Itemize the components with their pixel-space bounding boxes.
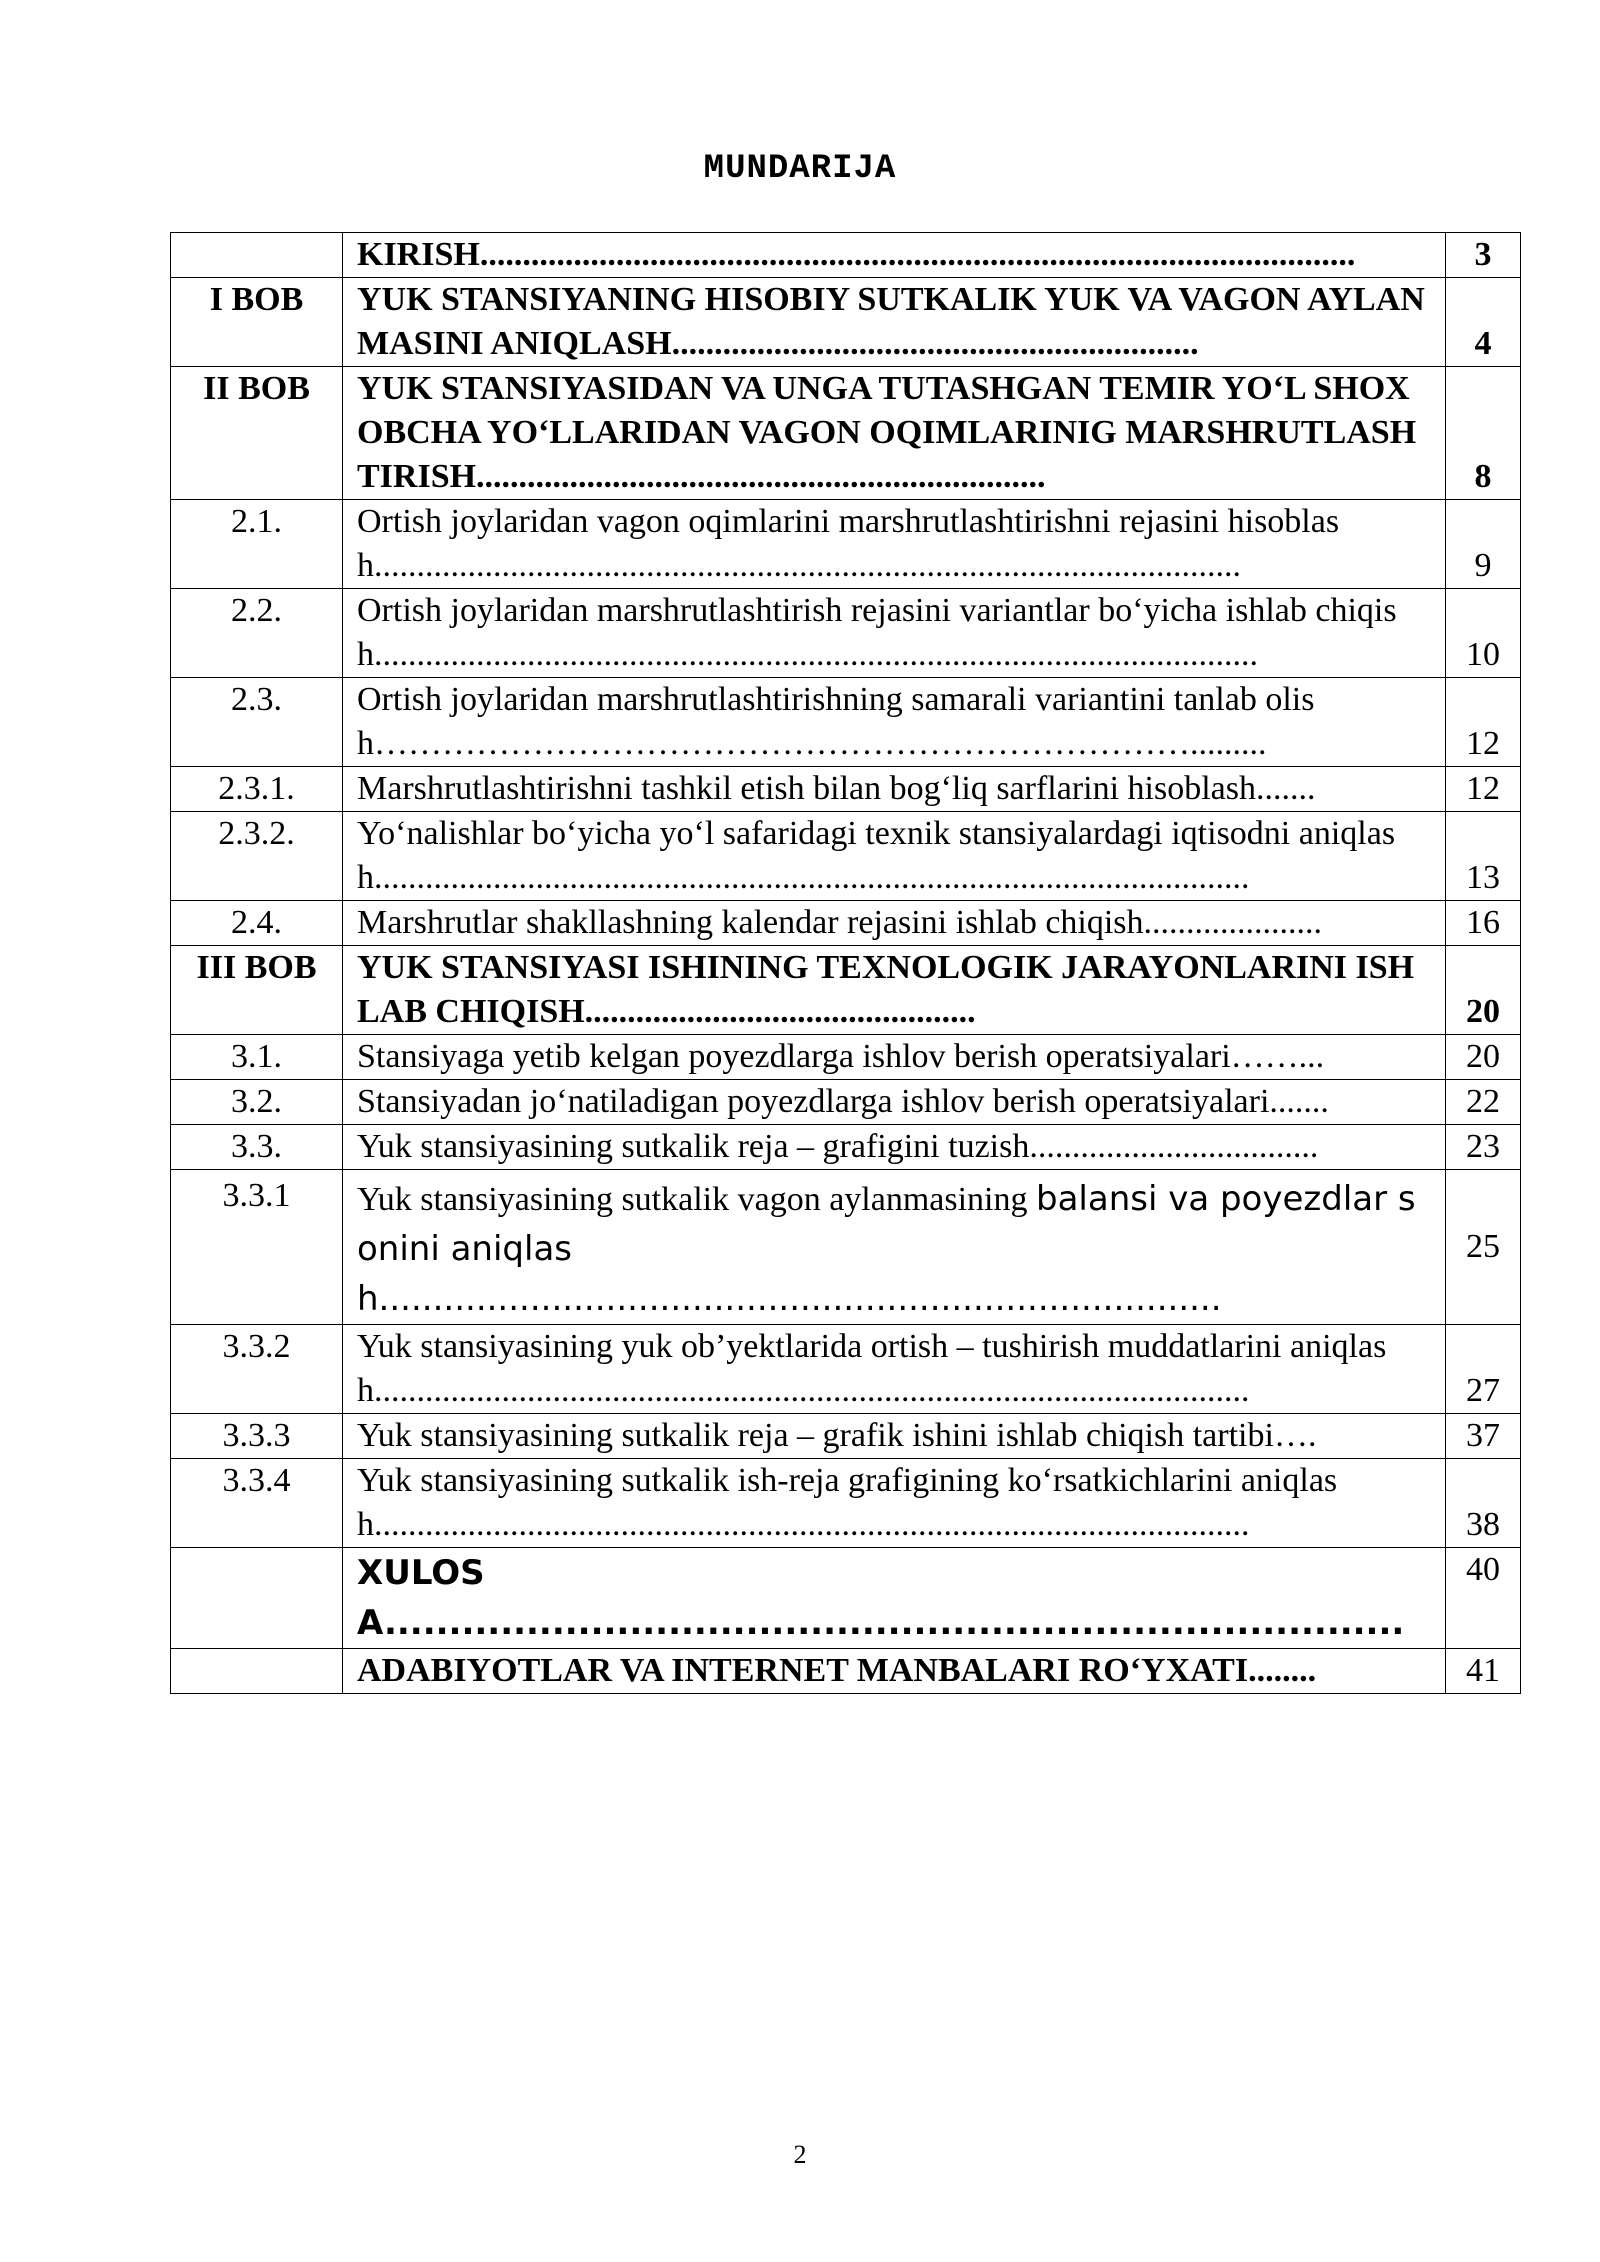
- page-title: MUNDARIJA: [703, 150, 897, 188]
- toc-row-number: 3.2.: [171, 1080, 343, 1125]
- toc-row-page: 27: [1446, 1325, 1521, 1414]
- toc-row-page: 20: [1446, 946, 1521, 1035]
- toc-row-title: YUK STANSIYANING HISOBIY SUTKALIK YUK VA VAGON AYLANMASINI ANIQLASH..............................................................: [343, 278, 1446, 367]
- toc-row-page: 8: [1446, 367, 1521, 500]
- toc-row-number: 3.1.: [171, 1035, 343, 1080]
- toc-row-title-part-a: Yuk stansiyasining sutkalik vagon aylanmasining: [357, 1181, 1036, 1218]
- toc-row-chapter-1: [171, 278, 1521, 367]
- toc-row-title: Ortish joylaridan vagon oqimlarini marshrutlashtirishni rejasini hisoblash......................................................................................................: [343, 500, 1446, 589]
- toc-row-3-1: [171, 1035, 1521, 1080]
- table-of-contents: [170, 232, 1521, 1694]
- toc-row-title: Marshrutlashtirishni tashkil etish bilan bog‘liq sarflarini hisoblash.......: [343, 767, 1446, 812]
- toc-row-page: 10: [1446, 589, 1521, 678]
- toc-row-number: 2.3.: [171, 678, 343, 767]
- toc-row-page: 38: [1446, 1459, 1521, 1548]
- toc-row-page: 4: [1446, 278, 1521, 367]
- toc-row-chapter-2: [171, 367, 1521, 500]
- toc-row-title-text: XULOSA...............................................................................: [357, 1553, 1405, 1643]
- toc-row-number: 2.3.1.: [171, 767, 343, 812]
- toc-row-number: I BOB: [171, 278, 343, 367]
- toc-row-chapter-3: [171, 946, 1521, 1035]
- toc-row-title: YUK STANSIYASIDAN VA UNGA TUTASHGAN TEMIR YO‘L SHOXOBCHA YO‘LLARIDAN VAGON OQIMLARINIG MARSHRUTLASHTIRISH...................................................................: [343, 367, 1446, 500]
- toc-row-2-3: [171, 678, 1521, 767]
- toc-row-number: 3.3.3: [171, 1414, 343, 1459]
- toc-row-title: YUK STANSIYASI ISHINING TEXNOLOGIK JARAYONLARINI ISHLAB CHIQISH..............................................: [343, 946, 1446, 1035]
- toc-row-title-part-b: balansi va poyezdlar sonini aniqlash..............................................................................: [357, 1179, 1416, 1319]
- toc-row-page: 16: [1446, 901, 1521, 946]
- toc-row-number: [171, 1548, 343, 1649]
- toc-row-number: 2.1.: [171, 500, 343, 589]
- toc-row-page: 20: [1446, 1035, 1521, 1080]
- toc-row-title: Yuk stansiyasining sutkalik reja – grafigini tuzish..................................: [343, 1125, 1446, 1170]
- toc-row-title: Stansiyaga yetib kelgan poyezdlarga ishlov berish operatsiyalari……...: [343, 1035, 1446, 1080]
- toc-row-2-4: [171, 901, 1521, 946]
- toc-row-2-1: [171, 500, 1521, 589]
- toc-row-number: [171, 1649, 343, 1694]
- toc-row-number: 3.3.1: [171, 1170, 343, 1325]
- toc-row-number: 2.4.: [171, 901, 343, 946]
- toc-row-title: Ortish joylaridan marshrutlashtirishning samarali variantini tanlab olish……………………………………………………………….........: [343, 678, 1446, 767]
- toc-row-title: Marshrutlar shakllashning kalendar rejasini ishlab chiqish.....................: [343, 901, 1446, 946]
- toc-row-3-3-3: [171, 1414, 1521, 1459]
- toc-row-kirish: [171, 233, 1521, 278]
- toc-row-xulosa: [171, 1548, 1521, 1649]
- toc-row-page: 12: [1446, 678, 1521, 767]
- toc-row-number: [171, 233, 343, 278]
- toc-row-2-2: [171, 589, 1521, 678]
- toc-row-title: Yuk stansiyasining yuk ob’yektlarida ortish – tushirish muddatlarini aniqlash.......................................................................................................: [343, 1325, 1446, 1414]
- toc-row-page: 25: [1446, 1170, 1521, 1325]
- toc-row-adabiyotlar: [171, 1649, 1521, 1694]
- toc-row-page: 37: [1446, 1414, 1521, 1459]
- toc-row-title: Yuk stansiyasining sutkalik ish-reja grafigining ko‘rsatkichlarini aniqlash.......................................................................................................: [343, 1459, 1446, 1548]
- toc-row-2-3-2: [171, 812, 1521, 901]
- toc-row-title: KIRISH.......................................................................................................: [343, 233, 1446, 278]
- footer-page-number: 2: [793, 2140, 807, 2169]
- toc-row-page: 12: [1446, 767, 1521, 812]
- toc-row-title: Yuk stansiyasining sutkalik reja – grafik ishini ishlab chiqish tartibi….: [343, 1414, 1446, 1459]
- toc-row-number: II BOB: [171, 367, 343, 500]
- toc-row-title: Ortish joylaridan marshrutlashtirish rejasini variantlar bo‘yicha ishlab chiqish........................................................................................................: [343, 589, 1446, 678]
- toc-row-3-2: [171, 1080, 1521, 1125]
- toc-row-number: III BOB: [171, 946, 343, 1035]
- toc-row-number: 3.3.2: [171, 1325, 343, 1414]
- toc-row-2-3-1: [171, 767, 1521, 812]
- toc-row-3-3-1: [171, 1170, 1521, 1325]
- toc-row-page: 3: [1446, 233, 1521, 278]
- toc-row-page: 40: [1446, 1548, 1521, 1649]
- toc-row-page: 22: [1446, 1080, 1521, 1125]
- toc-row-page: 23: [1446, 1125, 1521, 1170]
- toc-row-number: 3.3.: [171, 1125, 343, 1170]
- toc-row-3-3-4: [171, 1459, 1521, 1548]
- toc-row-number: 2.3.2.: [171, 812, 343, 901]
- toc-row-title: Yo‘nalishlar bo‘yicha yo‘l safaridagi texnik stansiyalardagi iqtisodni aniqlash.......................................................................................................: [343, 812, 1446, 901]
- toc-row-title: Stansiyadan jo‘natiladigan poyezdlarga ishlov berish operatsiyalari.......: [343, 1080, 1446, 1125]
- toc-row-3-3: [171, 1125, 1521, 1170]
- toc-row-page: 9: [1446, 500, 1521, 589]
- toc-row-page: 41: [1446, 1649, 1521, 1694]
- toc-row-title: [343, 1548, 1446, 1649]
- toc-row-page: 13: [1446, 812, 1521, 901]
- toc-row-title: [343, 1170, 1446, 1325]
- toc-row-3-3-2: [171, 1325, 1521, 1414]
- toc-row-title: ADABIYOTLAR VA INTERNET MANBALARI RO‘YXATI........: [343, 1649, 1446, 1694]
- toc-row-number: 2.2.: [171, 589, 343, 678]
- toc-row-number: 3.3.4: [171, 1459, 343, 1548]
